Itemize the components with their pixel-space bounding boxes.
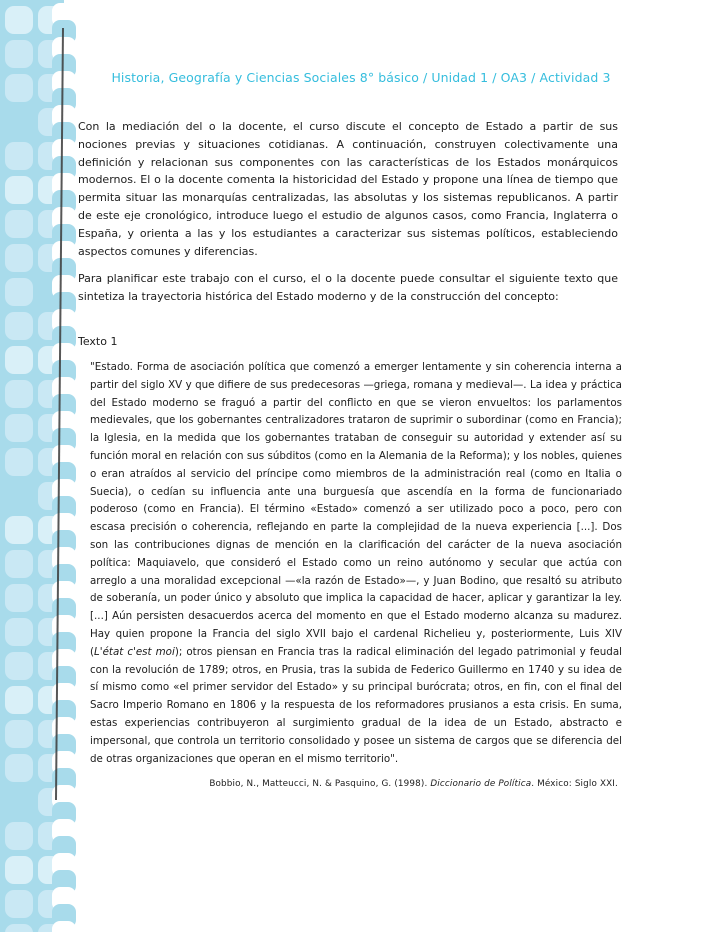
- quote-italic-phrase: L'état c'est moi: [94, 645, 175, 658]
- page-content: [78, 0, 622, 790]
- intro-paragraph: Con la mediación del o la docente, el curso discute el concepto de Estado a partir de sus nociones previas y situaciones cotidianas. A continuación, construyen colectivamente una definición y relacionan sus componentes con las características de los Estados monárquicos modernos. El o la docente comenta la historicidad del Estado y propone una línea de tiempo que permita situar las monarquías centralizadas, las absolutas y los sistemas republicanos. A partir de este eje cronológico, introduce luego el estudio de algunos casos, como Francia, Inglaterra o España, y orienta a las y los estudiantes a caracterizar sus sistemas políticos, estableciendo aspectos comunes y diferencias.: [78, 120, 618, 258]
- citation-publisher: . México: Siglo XXI.: [531, 779, 618, 790]
- texto-1-label: Texto 1: [78, 334, 118, 348]
- page-title: Historia, Geografía y Ciencias Sociales 8° básico / Unidad 1 / OA3 / Actividad 3: [111, 70, 611, 85]
- planning-paragraph: Para planificar este trabajo con el curso, el o la docente puede consultar el siguiente texto que sintetiza la trayectoria histórica del Estado moderno y de la construcción del concepto:: [78, 272, 618, 304]
- quote-text-2: ); otros piensan en Francia tras la radical eliminación del legado patrimonial y feudal con la revolución de 1789; otros, en Prusia, tras la subida de Federico Guillermo en 1740 y su idea de sí mismo como «el primer servidor del Estado» y su principal burócrata; otros, en fin, con el final del Sacro Imperio Romano en 1806 y la respuesta de los reformadores prusianos a esta crisis. En suma, estas experiencias contribuyeron al surgimiento gradual de la idea de un Estado, abstracto e impersonal, que controla un territorio consolidado y posee un sistema de cargos que se diferencia del de otras organizaciones que operan en el mismo territorio".: [90, 645, 622, 765]
- quote-text-1: "Estado. Forma de asociación política que comenzó a emerger lentamente y sin coherencia interna a partir del siglo XV y que difiere de sus predecesoras —griega, romana y medieval—. La idea y práctica del Estado moderno se fraguó a partir del conflicto en que se vieron envueltos: los parlamentos medievales, que los gobernantes centralizadores trataron de suprimir o subordinar (como en Francia); la Iglesia, en la medida que los gobernantes trataban de conseguir su autoridad y extender así su función moral en relación con sus súbditos (como en la Alemania de la Reforma); y los nobles, quienes o eran atraídos al servicio del príncipe como miembros de la administración real (como en Italia o Suecia), o cedían su influencia ante una burguesía que ascendía en la forma de funcionariado poderoso (como en Francia). El término «Estado» comenzó a ser utilizado poco a poco, pero con escasa precisión o coherencia, reflejando en parte la complejidad de la nueva experiencia [...]. Dos son las contribuciones dignas de mención en la clarificación del carácter de la nueva asociación política: Maquiavelo, que consideró el Estado como un reino autónomo y secular que actúa con arreglo a una moralidad excepcional —«la razón de Estado»—, y Juan Bodino, que resaltó su atributo de soberanía, un poder único y absoluto que implica la capacidad de hacer, aplicar y garantizar la ley. [...] Aún persisten desacuerdos acerca del momento en que el Estado moderno alcanza su madurez. Hay quien propone la Francia del siglo XVII bajo el cardenal Richelieu y, posteriormente, Luis XIV (: [90, 360, 622, 658]
- quote-block: [90, 359, 622, 768]
- citation-authors: Bobbio, N., Matteucci, N. & Pasquino, G. (1998).: [209, 779, 431, 790]
- citation: [90, 778, 618, 790]
- citation-book-title: Diccionario de Política: [430, 779, 532, 790]
